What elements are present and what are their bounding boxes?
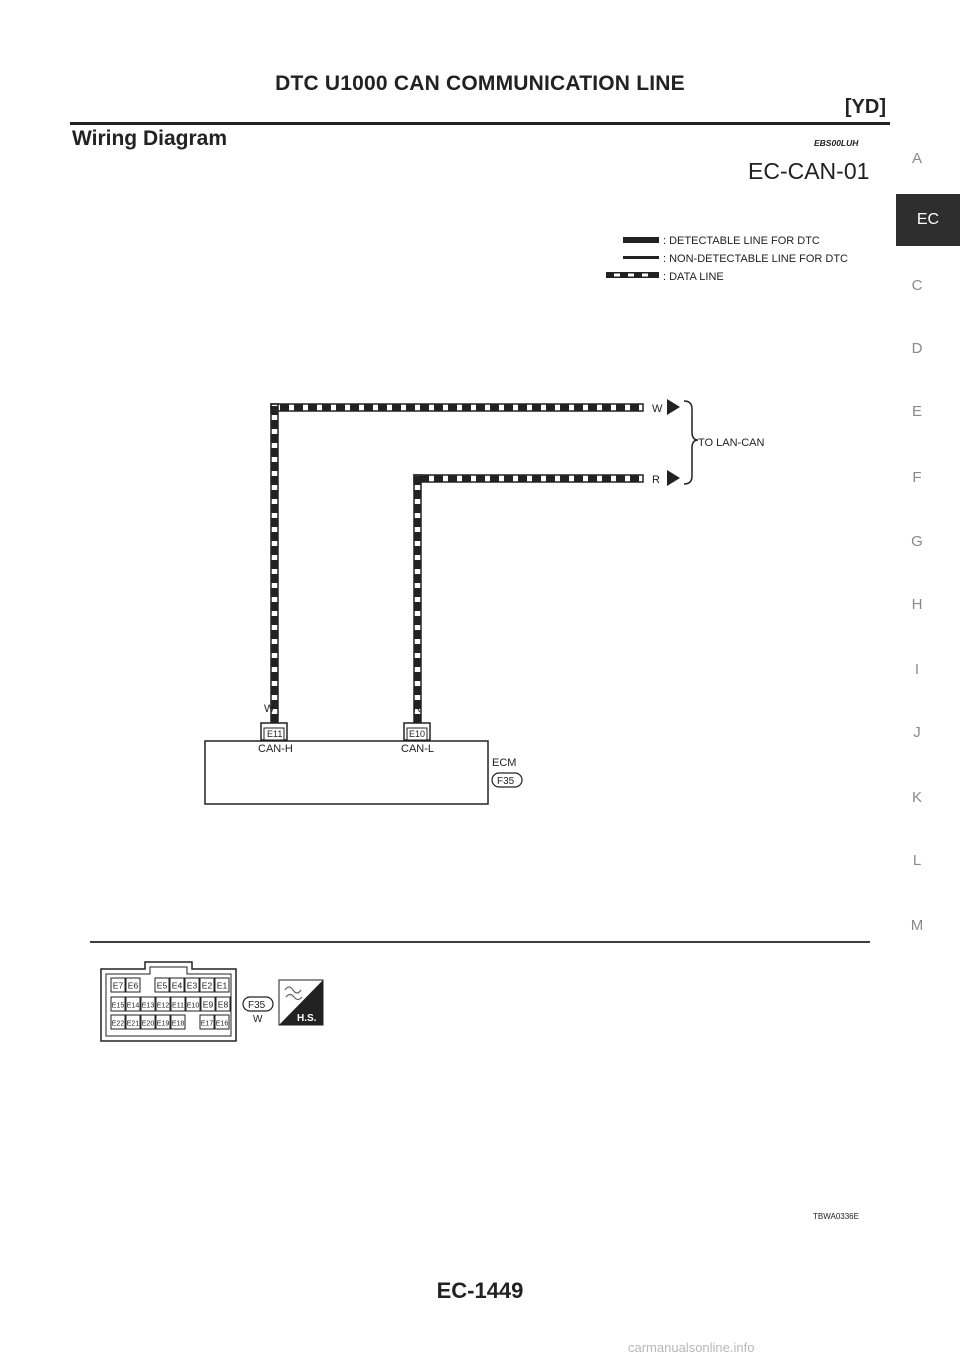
- connector-cavity-label: E19: [156, 1020, 170, 1028]
- side-index-j[interactable]: J: [913, 724, 921, 741]
- face-view-connector-color: W: [253, 1014, 263, 1025]
- terminal-e11-signal: CAN-H: [258, 743, 293, 755]
- connector-cavity-label: E15: [111, 1002, 125, 1010]
- terminal-e11-label: E11: [267, 729, 283, 739]
- page-header-title: DTC U1000 CAN COMMUNICATION LINE: [275, 72, 685, 95]
- connector-cavity-label: E4: [171, 980, 183, 991]
- connector-cavity-label: E17: [200, 1020, 214, 1028]
- side-index-d[interactable]: D: [911, 340, 923, 357]
- connector-cavity-label: E12: [156, 1002, 170, 1010]
- side-index-a[interactable]: A: [911, 150, 922, 167]
- legend: [606, 235, 848, 283]
- wire-can-h-end-color: W: [652, 403, 663, 415]
- legend-data-line-gap: [628, 274, 634, 277]
- connector-cavity-label: E11: [172, 1002, 184, 1010]
- destination-label: TO LAN-CAN: [698, 437, 765, 449]
- wire-can-h-color: W: [264, 703, 275, 715]
- connector-cavity-label: E1: [216, 980, 228, 991]
- connector-cavity-label: E3: [186, 980, 198, 991]
- connector-cavity-label: E8: [217, 999, 229, 1010]
- connector-cavity-label: E20: [141, 1020, 155, 1028]
- terminal-e10-signal: CAN-L: [401, 743, 435, 755]
- side-index-m[interactable]: M: [910, 917, 924, 934]
- terminal-e10-label: E10: [409, 729, 426, 739]
- wire-can-l-color: R: [413, 703, 421, 715]
- side-index-i[interactable]: I: [914, 661, 920, 678]
- wire-can-l: [413, 470, 680, 722]
- page-number: EC-1449: [436, 1278, 524, 1303]
- footer-link[interactable]: carmanualsonline.info: [628, 1340, 755, 1355]
- wire-can-h: [264, 399, 680, 722]
- arrow-icon: [667, 470, 680, 486]
- connector-cavity-label: E6: [127, 980, 139, 991]
- side-index-l[interactable]: L: [912, 852, 922, 869]
- engine-code: [YD]: [844, 96, 886, 118]
- connector-cavity-label: E22: [111, 1020, 125, 1028]
- connector-face-view: [101, 962, 323, 1041]
- side-index-ec-active[interactable]: EC: [896, 194, 960, 246]
- section-title: Wiring Diagram: [72, 127, 227, 150]
- legend-non-detectable-line: [623, 256, 659, 259]
- ecm-label: ECM: [492, 757, 517, 769]
- ecm-module: [205, 723, 522, 804]
- harness-side-badge-label: H.S.: [297, 1013, 317, 1024]
- arrow-icon: [667, 399, 680, 415]
- side-index-e[interactable]: E: [911, 403, 922, 420]
- ecm-box: [205, 741, 488, 804]
- connector-cavity-label: E10: [186, 1002, 200, 1010]
- connector-cavity-label: E16: [215, 1020, 229, 1028]
- legend-data-line-gap: [642, 274, 648, 277]
- side-index-f[interactable]: F: [912, 469, 922, 486]
- section-code: EBS00LUH: [814, 138, 859, 148]
- side-index-c[interactable]: C: [911, 277, 923, 294]
- side-index-g[interactable]: G: [911, 533, 923, 550]
- connector-cavity-label: E5: [156, 980, 168, 991]
- harness-side-badge: [279, 980, 323, 1025]
- connector-cavity-label: E9: [202, 999, 214, 1010]
- connector-cavity-label: E7: [112, 980, 124, 991]
- legend-detectable-line: [623, 237, 659, 243]
- legend-detectable-label: : DETECTABLE LINE FOR DTC: [663, 235, 820, 247]
- connector-cavities: [111, 978, 230, 1029]
- connector-cavity-label: E14: [126, 1002, 140, 1010]
- wire-can-l-end-color: R: [652, 474, 660, 486]
- connector-cavity-label: E2: [201, 980, 213, 991]
- face-view-connector-label: F35: [248, 1000, 266, 1011]
- side-index-h[interactable]: H: [911, 596, 923, 613]
- figure-code: TBWA0336E: [813, 1212, 859, 1221]
- destination-brace: [684, 401, 764, 484]
- ecm-connector-label: F35: [497, 776, 515, 787]
- legend-data-line-gap: [614, 274, 620, 277]
- diagram-id: EC-CAN-01: [748, 158, 870, 184]
- connector-cavity-label: E18: [171, 1020, 185, 1028]
- legend-data-line-label: : DATA LINE: [663, 271, 724, 283]
- side-index-k[interactable]: K: [911, 789, 922, 806]
- legend-non-detectable-label: : NON-DETECTABLE LINE FOR DTC: [663, 253, 848, 265]
- connector-cavity-label: E21: [126, 1020, 140, 1028]
- connector-cavity-label: E13: [141, 1002, 155, 1010]
